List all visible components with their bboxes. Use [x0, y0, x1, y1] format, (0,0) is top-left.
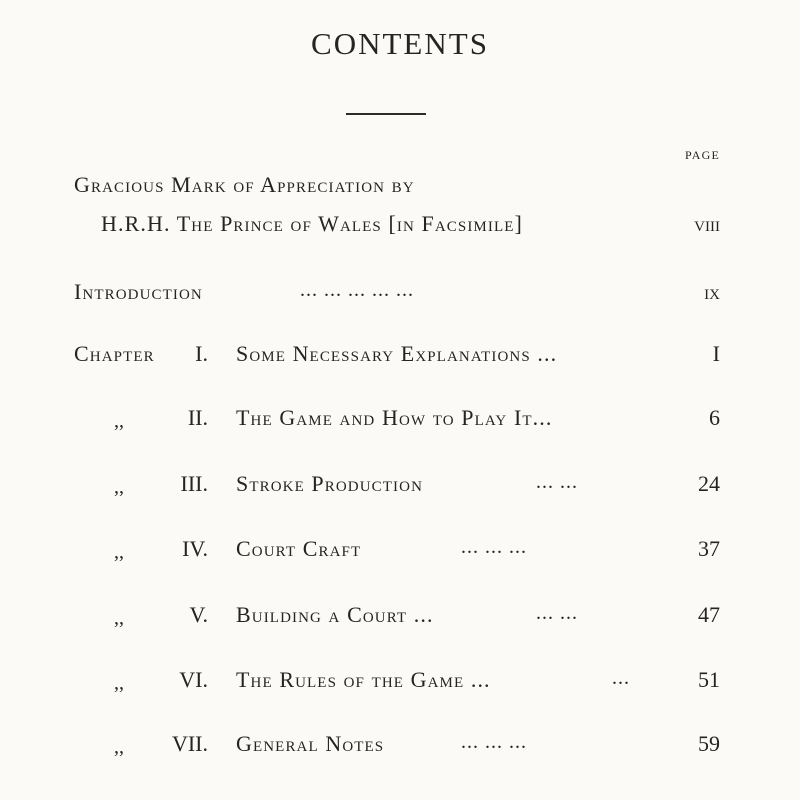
chapter-6-number: VI. — [179, 667, 208, 692]
chapter-3-ditto: ,, — [114, 476, 124, 498]
chapter-6-leader-dots: ... — [612, 667, 630, 689]
front-matter-title-line2: H.R.H. The Prince of Wales [in Facsimile] — [101, 211, 523, 236]
chapter-1-title: Some Necessary Explanations ... — [236, 341, 558, 366]
introduction-label: Introduction — [74, 279, 203, 304]
introduction-page: ix — [704, 279, 720, 304]
chapter-5-number: V. — [189, 602, 208, 627]
chapter-5-ditto: ,, — [114, 607, 124, 629]
front-matter-page: viii — [694, 211, 720, 236]
chapter-3-title: Stroke Production — [236, 471, 423, 496]
chapter-7-title: General Notes — [236, 731, 385, 756]
chapter-5-leader-dots: ... ... — [536, 602, 578, 624]
chapter-4-leader-dots: ... ... ... — [461, 536, 527, 558]
chapter-5-page: 47 — [698, 602, 720, 627]
chapter-6-ditto: ,, — [114, 672, 124, 694]
chapter-4-page: 37 — [698, 536, 720, 561]
chapter-4-number: IV. — [182, 536, 208, 561]
chapter-6-page: 51 — [698, 667, 720, 692]
page-title: CONTENTS — [311, 26, 489, 61]
front-matter-title-line1: Gracious Mark of Appreciation by — [74, 172, 415, 197]
chapter-4-ditto: ,, — [114, 541, 124, 563]
chapter-4-title: Court Craft — [236, 536, 362, 561]
chapter-2-ditto: ,, — [114, 410, 124, 432]
chapter-7-leader-dots: ... ... ... — [461, 731, 527, 753]
chapter-7-page: 59 — [698, 731, 720, 756]
chapter-7-number: VII. — [171, 731, 208, 756]
page-column-header: PAGE — [684, 148, 720, 162]
chapter-5-title: Building a Court ... — [236, 602, 434, 627]
chapter-7-ditto: ,, — [114, 736, 124, 758]
chapter-3-number: III. — [180, 471, 208, 496]
chapter-1-page: I — [712, 341, 720, 366]
chapter-6-title: The Rules of the Game ... — [236, 667, 491, 692]
chapter-2-number: II. — [187, 405, 208, 430]
chapter-3-page: 24 — [698, 471, 720, 496]
title-divider — [346, 113, 426, 115]
chapter-2-page: 6 — [709, 405, 720, 430]
chapter-2-title: The Game and How to Play It... — [236, 405, 553, 430]
introduction-leader-dots: ... ... ... ... ... — [300, 279, 414, 301]
chapter-word: Chapter — [74, 341, 155, 366]
chapter-1-number: I. — [195, 341, 208, 366]
chapter-3-leader-dots: ... ... — [536, 471, 578, 493]
